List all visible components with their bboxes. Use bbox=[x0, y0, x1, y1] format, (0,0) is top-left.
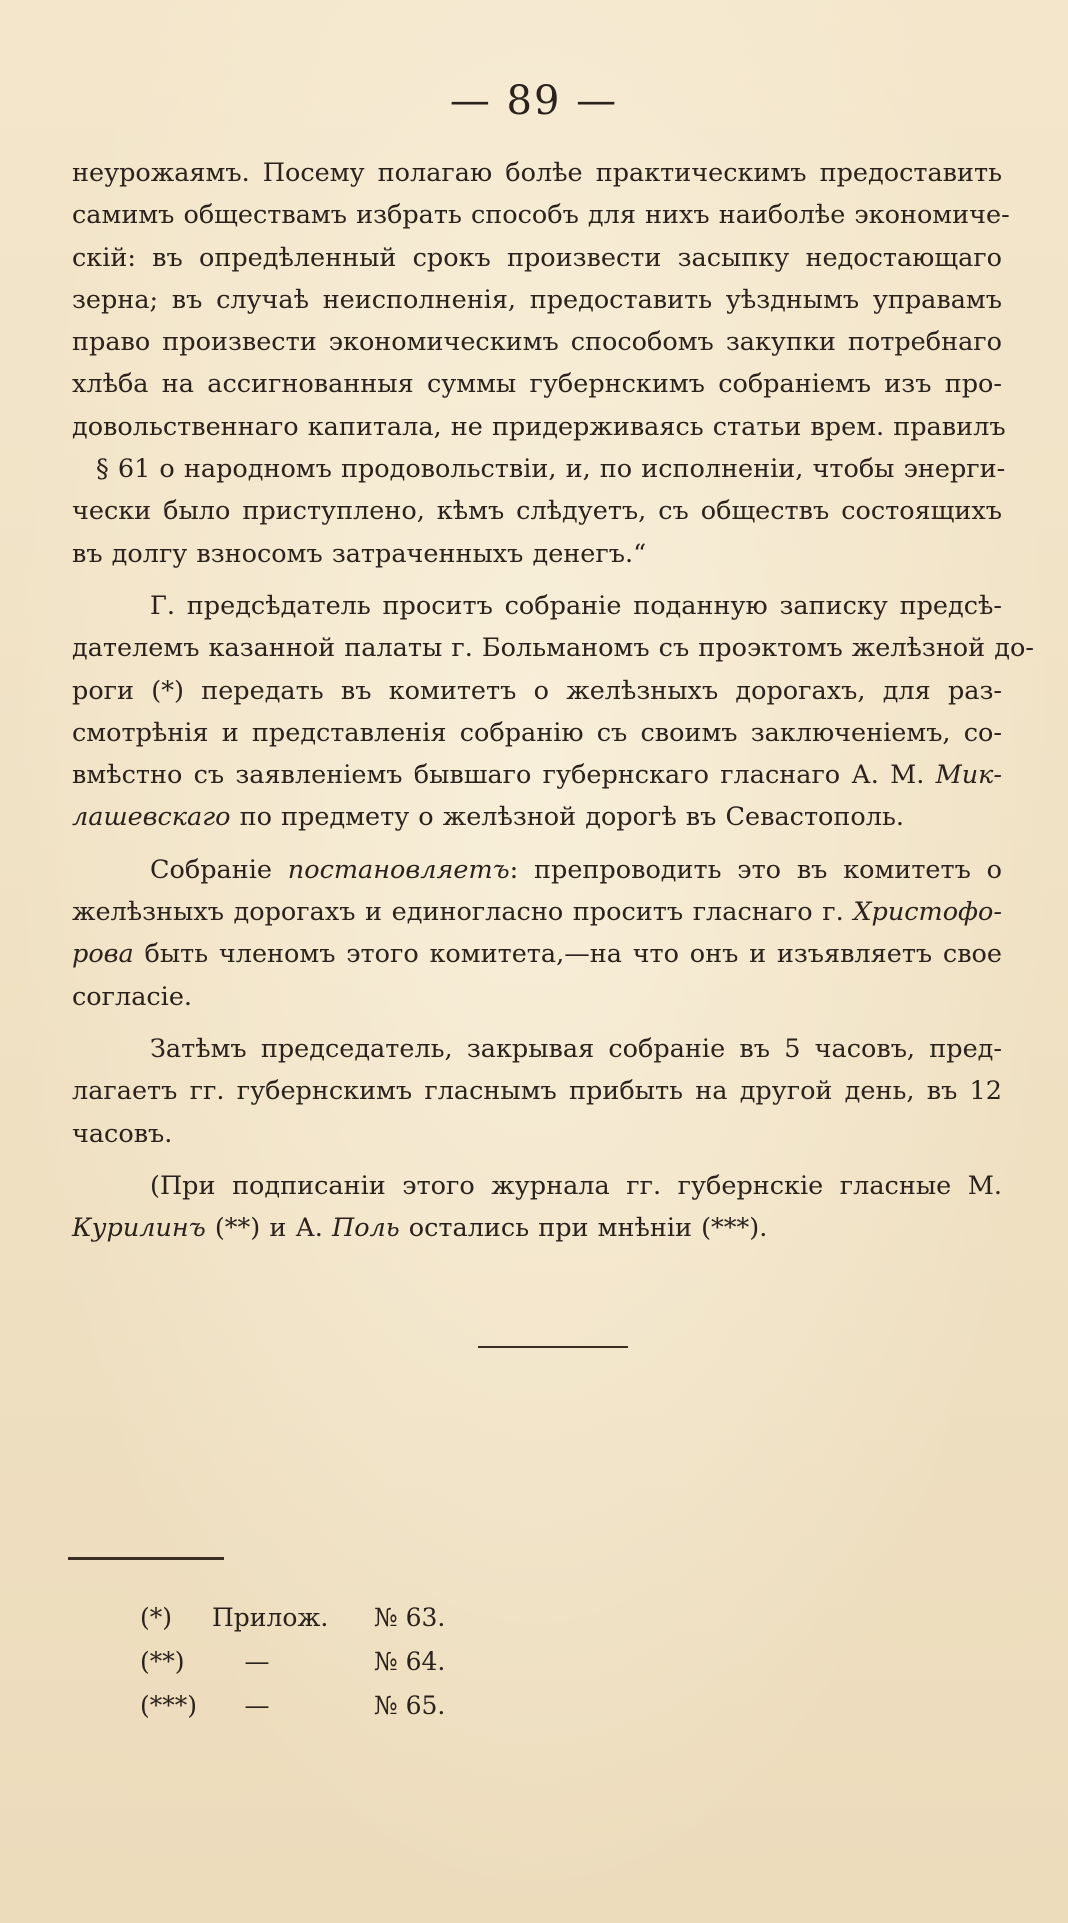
footnote-number: № 64. bbox=[374, 1647, 446, 1676]
paragraph-1 bbox=[72, 152, 1010, 575]
footnote-divider bbox=[68, 1557, 224, 1560]
text-line bbox=[72, 891, 1002, 933]
text-line: согласіе. bbox=[72, 981, 193, 1012]
text-line: § 61 о народномъ продовольствіи, и, по исполненіи, чтобы энерги- bbox=[96, 454, 1006, 485]
text-segment: по предмету о желѣзной дорогѣ въ Севастополь. bbox=[230, 802, 904, 833]
text-line bbox=[72, 796, 1002, 838]
text-line: лагаетъ гг. губернскимъ гласнымъ прибыть на другой день, въ 12 bbox=[72, 1076, 1002, 1107]
text-segment: Собраніе bbox=[150, 854, 288, 885]
text-line: право произвести экономическимъ способомъ закупки потребнаго bbox=[72, 327, 1002, 358]
text-line bbox=[72, 849, 1002, 891]
person-name: лашевскаго bbox=[72, 802, 231, 833]
text-line: скій: въ опредѣленный срокъ произвести засыпку недостающаго bbox=[72, 242, 1002, 273]
text-line bbox=[72, 1207, 1002, 1249]
footnote-mark: (**) bbox=[140, 1647, 185, 1676]
text-line: довольственнаго капитала, не придерживаясь статьи врем. правилъ bbox=[72, 411, 1006, 442]
text-segment: быть членомъ этого комитета,—на что онъ и изъявляетъ свое bbox=[133, 939, 1002, 970]
footnote-number: № 65. bbox=[374, 1691, 446, 1720]
person-name: Поль bbox=[331, 1213, 400, 1244]
text-line: хлѣба на ассигнованныя суммы губернскимъ собраніемъ изъ про- bbox=[72, 369, 1002, 400]
page-number: — 89 — bbox=[449, 78, 619, 124]
footnote-mark: (*) bbox=[140, 1603, 173, 1632]
text-line bbox=[72, 933, 1002, 975]
text-line: зерна; въ случаѣ неисполненія, предоставить уѣзднымъ управамъ bbox=[72, 284, 1002, 315]
text-line: смотрѣнія и представленія собранію съ своимъ заключеніемъ, со- bbox=[72, 717, 1002, 748]
text-line: чески было приступлено, кѣмъ слѣдуетъ, съ обществъ состоящихъ bbox=[72, 496, 1002, 527]
footnote-label: Прилож. bbox=[212, 1603, 329, 1632]
person-name: рова bbox=[72, 939, 134, 970]
paragraph-5 bbox=[72, 1165, 1002, 1250]
text-line bbox=[72, 754, 1002, 796]
footnote-number: № 63. bbox=[374, 1603, 446, 1632]
text-line: (При подписаніи этого журнала гг. губернскіе гласные М. bbox=[150, 1170, 1002, 1201]
text-segment: : препроводить это въ комитетъ о bbox=[509, 854, 1003, 885]
footnote-dash: — bbox=[244, 1647, 270, 1676]
footnote-1 bbox=[140, 1596, 445, 1640]
footnote-mark: (***) bbox=[140, 1691, 198, 1720]
emphasis-text: постановляетъ bbox=[287, 854, 510, 885]
text-segment: желѣзныхъ дорогахъ и единогласно проситъ гласнаго г. bbox=[72, 897, 854, 928]
footnote-2 bbox=[140, 1640, 445, 1684]
person-name: Мик- bbox=[935, 760, 1002, 791]
text-segment: остались при мнѣніи (***). bbox=[399, 1213, 768, 1244]
text-line: роги (*) передать въ комитетъ о желѣзныхъ дорогахъ, для раз- bbox=[72, 675, 1002, 706]
text-segment: (**) и А. bbox=[205, 1213, 332, 1244]
paragraph-3 bbox=[72, 849, 1002, 1018]
paragraph-4 bbox=[72, 1028, 1002, 1155]
text-line: Затѣмъ председатель, закрывая собраніе въ 5 часовъ, пред- bbox=[150, 1033, 1002, 1064]
section-divider bbox=[478, 1346, 628, 1348]
person-name: Курилинъ bbox=[72, 1213, 206, 1244]
text-line: дателемъ казанной палаты г. Больманомъ съ проэктомъ желѣзной до- bbox=[72, 633, 1034, 664]
text-line: неурожаямъ. Посему полагаю болѣе практическимъ предоставить bbox=[72, 158, 1002, 188]
text-line: часовъ. bbox=[72, 1118, 173, 1149]
person-name: Христофо- bbox=[853, 897, 1002, 928]
paragraph-2 bbox=[72, 585, 1034, 839]
footnote-3 bbox=[140, 1684, 445, 1728]
text-segment: вмѣстно съ заявленіемъ бывшаго губернскаго гласнаго А. М. bbox=[72, 760, 936, 791]
text-line: самимъ обществамъ избрать способъ для нихъ наиболѣе экономиче- bbox=[72, 200, 1010, 231]
footnote-dash: — bbox=[244, 1691, 270, 1720]
text-line: Г. предсѣдатель проситъ собраніе поданную записку предсѣ- bbox=[150, 590, 1002, 621]
text-line: въ долгу взносомъ затраченныхъ денегъ.“ bbox=[72, 538, 647, 569]
footnotes bbox=[140, 1596, 445, 1728]
body-text bbox=[72, 152, 1034, 1249]
